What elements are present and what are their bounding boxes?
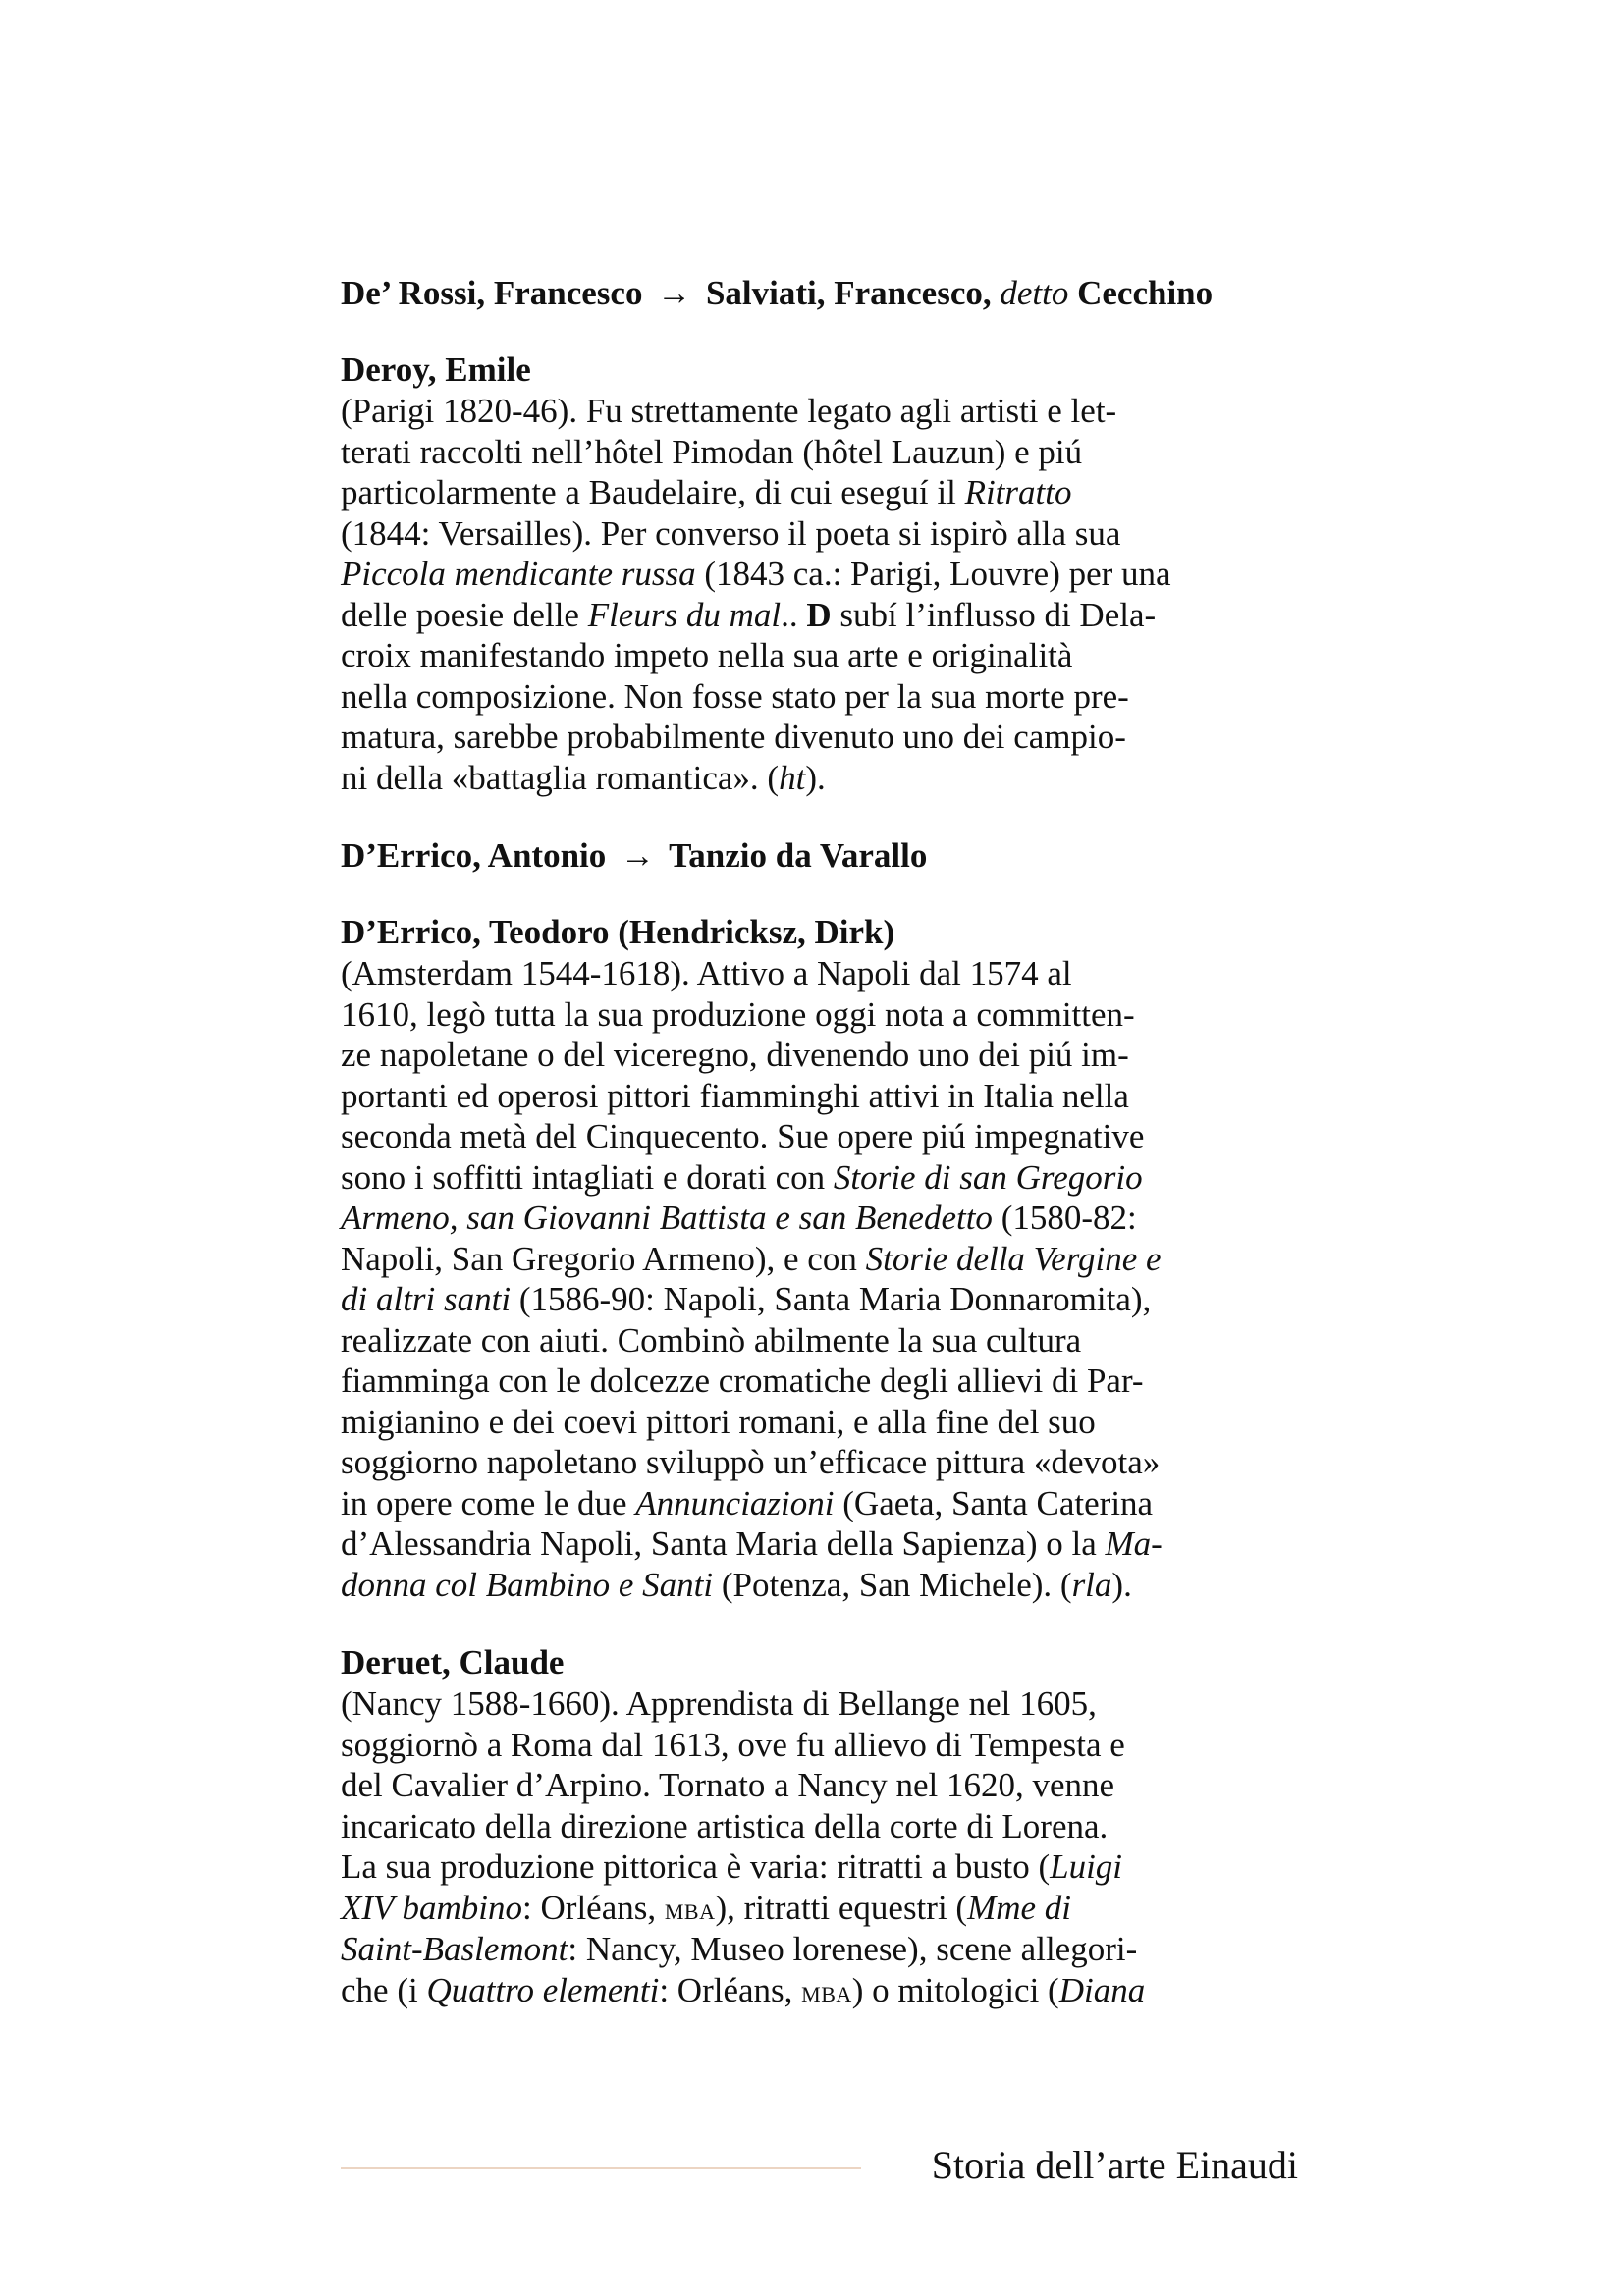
entry-heading: Deruet, Claude <box>341 1643 565 1682</box>
entry-heading-crossref <box>341 835 1298 877</box>
cross-reference-target: Salviati, Francesco, <box>705 274 992 312</box>
article-content <box>341 273 1298 2011</box>
italic-text: donna col Bambino e Santi <box>341 1565 714 1604</box>
italic-text: Annunciazioni <box>635 1483 835 1522</box>
text-line: (Amsterdam 1544-1618). Attivo a Napoli dal 1574 al <box>341 954 1072 992</box>
italic-text: Fleurs du mal <box>587 595 782 634</box>
text-line: delle poesie delle Fleurs du mal.. D subí l’influsso di Dela- <box>341 595 1157 634</box>
text-line: realizzate con aiuti. Combinò abilmente la sua cultura <box>341 1320 1082 1360</box>
text-line: matura, sarebbe probabilmente divenuto uno dei campio- <box>341 718 1126 756</box>
entry-heading-name: D’Errico, Antonio <box>341 836 607 875</box>
italic-text: Ritratto <box>964 473 1072 511</box>
cross-reference-arrow-icon: → <box>621 836 656 875</box>
text-line: ni della «battaglia romantica». (ht). <box>341 758 826 797</box>
smallcaps-text: mba <box>664 1891 716 1926</box>
text-line: terati raccolti nell’hôtel Pimodan (hôtel Lauzun) e piú <box>341 432 1083 471</box>
entry-heading-crossref <box>341 273 1298 314</box>
text-line: XIV bambino: Orléans, mba), ritratti equestri (Mme di <box>341 1888 1072 1927</box>
text-line: particolarmente a Baudelaire, di cui eseguí il Ritratto <box>341 473 1072 511</box>
entry-heading: Deroy, Emile <box>341 350 531 389</box>
italic-text: Ma- <box>1105 1524 1163 1563</box>
text-line: Saint-Baslemont: Nancy, Museo lorenese), scene allegori- <box>341 1930 1138 1968</box>
text-line: donna col Bambino e Santi (Potenza, San Michele). (rla). <box>341 1565 1132 1604</box>
italic-text: Diana <box>1058 1970 1146 2009</box>
page-footer <box>341 2142 1298 2189</box>
text-line: soggiorno napoletano sviluppò un’efficace pittura «devota» <box>341 1443 1161 1481</box>
text-line: (Parigi 1820-46). Fu strettamente legato agli artisti e let- <box>341 392 1117 430</box>
italic-text: rla <box>1071 1565 1112 1604</box>
italic-text: Quattro elementi <box>426 1970 660 2009</box>
text-line: fiamminga con le dolcezze cromatiche degli allievi di Par- <box>341 1362 1144 1400</box>
smallcaps-text: mba <box>801 1973 852 2008</box>
text-line: del Cavalier d’Arpino. Tornato a Nancy nel 1620, venne <box>341 1766 1115 1804</box>
italic-text: ht <box>779 758 806 797</box>
text-line: soggiornò a Roma dal 1613, ove fu allievo di Tempesta e <box>341 1725 1125 1764</box>
cross-reference-target: Tanzio da Varallo <box>669 836 928 875</box>
text-line: portanti ed operosi pittori fiamminghi attivi in Italia nella <box>341 1076 1129 1115</box>
italic-text: Piccola mendicante russa <box>341 555 696 593</box>
italic-text: Mme di <box>967 1888 1072 1927</box>
text-line: 1610, legò tutta la sua produzione oggi nota a committen- <box>341 994 1135 1034</box>
text-line: sono i soffitti intagliati e dorati con Storie di san Gregorio <box>341 1157 1143 1197</box>
entry-body <box>341 391 1298 798</box>
text-line: incaricato della direzione artistica della corte di Lorena. <box>341 1806 1109 1845</box>
text-line: di altri santi (1586-90: Napoli, Santa Maria Donnaromita), <box>341 1280 1152 1318</box>
text-line: Napoli, San Gregorio Armeno), e con Storie della Vergine e <box>341 1239 1162 1278</box>
entry-body <box>341 953 1298 1605</box>
text-line: nella composizione. Non fosse stato per la sua morte pre- <box>341 676 1129 716</box>
footer-series-title: Storia dell’arte Einaudi <box>931 2143 1298 2187</box>
italic-text: Storie della Vergine e <box>865 1239 1162 1278</box>
text-line: in opere come le due Annunciazioni (Gaeta, Santa Caterina <box>341 1483 1154 1522</box>
italic-text: Storie di san Gregorio <box>833 1157 1143 1197</box>
bold-text: D <box>806 595 832 634</box>
text-line: Armeno, san Giovanni Battista e san Benedetto (1580-82: <box>341 1199 1137 1237</box>
text-line: Piccola mendicante russa (1843 ca.: Parigi, Louvre) per una <box>341 555 1171 593</box>
italic-text: Armeno, san Giovanni Battista e san Benedetto <box>341 1199 993 1237</box>
text-line: (Nancy 1588-1660). Apprendista di Bellange nel 1605, <box>341 1684 1097 1723</box>
text-line: croix manifestando impeto nella sua arte e originalità <box>341 636 1073 674</box>
text-line: seconda metà del Cinquecento. Sue opere piú impegnative <box>341 1117 1145 1155</box>
text-line: (1844: Versailles). Per converso il poeta si ispirò alla sua <box>341 513 1121 553</box>
entry-heading: D’Errico, Teodoro (Hendricksz, Dirk) <box>341 913 895 951</box>
italic-text: Luigi <box>1050 1847 1123 1886</box>
entry-heading-name: De’ Rossi, Francesco <box>341 274 643 312</box>
text-line: d’Alessandria Napoli, Santa Maria della Sapienza) o la Ma- <box>341 1524 1163 1563</box>
text-line: ze napoletane o del viceregno, divenendo uno dei piú im- <box>341 1036 1129 1074</box>
text-line: che (i Quattro elementi: Orléans, mba) o mitologici (Diana <box>341 1970 1146 2009</box>
footer-rule <box>341 2167 861 2169</box>
cross-reference-arrow-icon: → <box>657 274 692 312</box>
text-line: migianino e dei coevi pittori romani, e alla fine del suo <box>341 1402 1096 1441</box>
cross-reference-target-italic: detto <box>1000 274 1069 312</box>
cross-reference-target-suffix: Cecchino <box>1077 274 1214 312</box>
entry-body <box>341 1683 1298 2011</box>
italic-text: di altri santi <box>341 1280 512 1318</box>
italic-text: Saint-Baslemont <box>341 1930 568 1968</box>
text-line: La sua produzione pittorica è varia: ritratti a busto (Luigi <box>341 1847 1123 1886</box>
italic-text: XIV bambino <box>341 1888 523 1927</box>
